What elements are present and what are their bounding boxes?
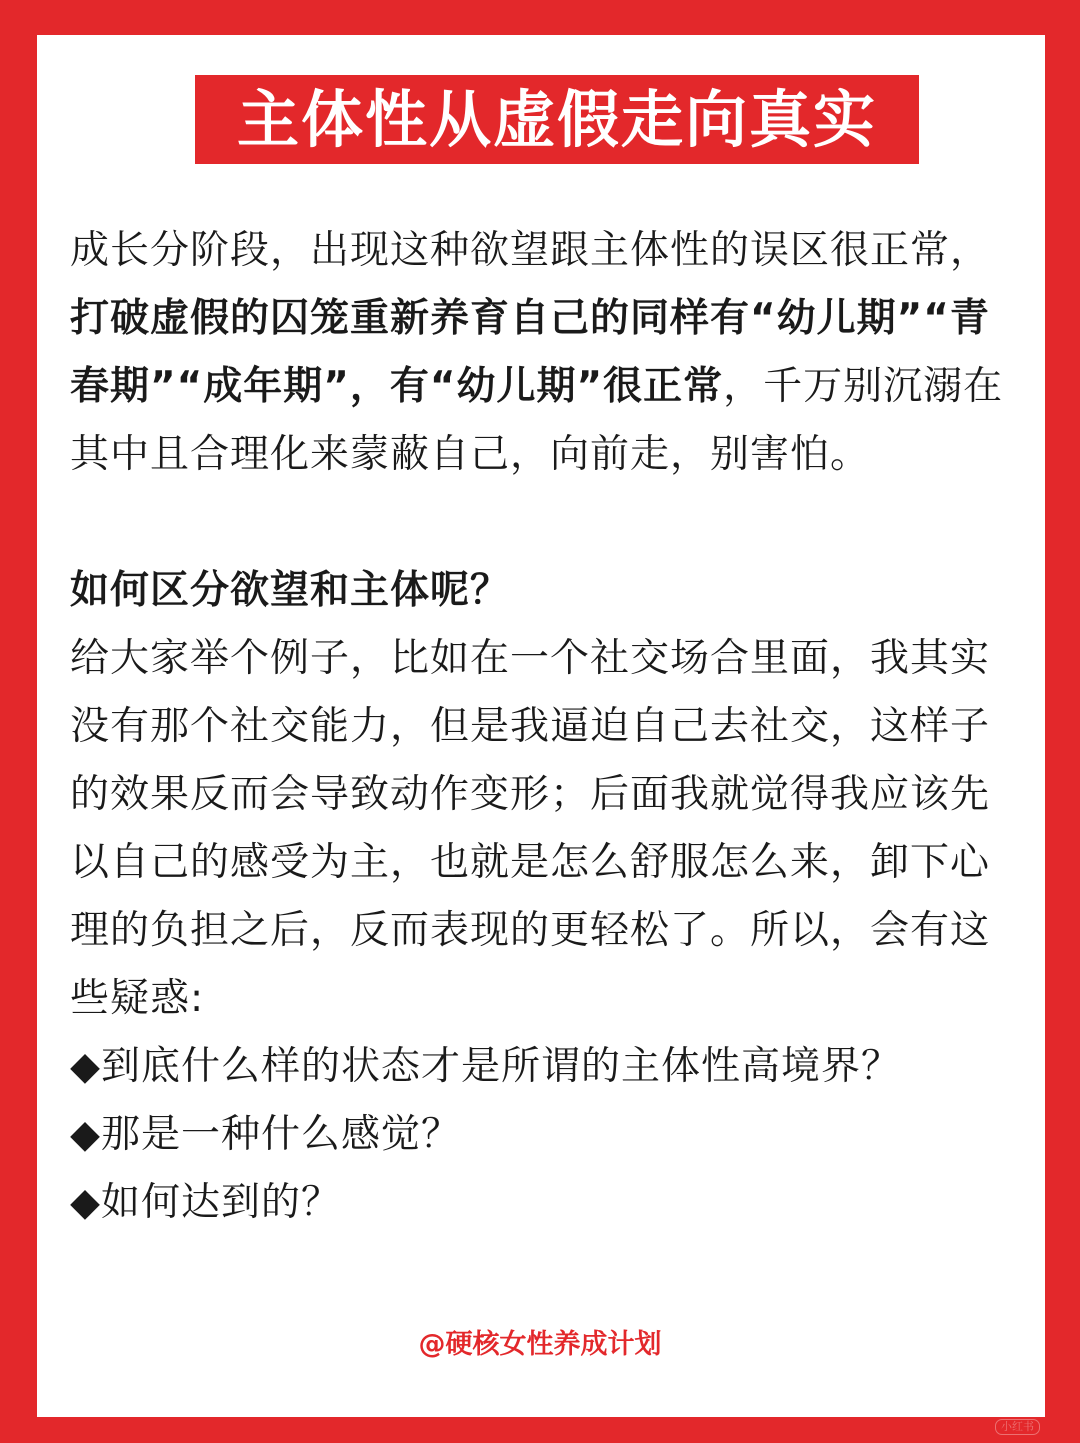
watermark: 小红书 (995, 1419, 1040, 1435)
paragraph-spacer (70, 489, 1012, 557)
section-heading: 如何区分欲望和主体呢？ (70, 568, 511, 613)
page-title: 主体性从虚假走向真实 (236, 82, 877, 156)
question-item: ◆如何达到的？ (70, 1180, 341, 1225)
question-item: ◆到底什么样的状态才是所谓的主体性高境界？ (70, 1044, 901, 1089)
intro-paragraph (70, 217, 1012, 489)
author-handle: @硬核女性养成计划 (418, 1329, 662, 1360)
title-banner (195, 75, 919, 164)
article-body (70, 217, 1012, 1237)
question-item: ◆那是一种什么感觉？ (70, 1112, 461, 1157)
content-card (37, 35, 1045, 1417)
intro-emphasis: 打破虚假的囚笼重新养育自己的同样有“幼儿期”“青春期”“成年期”，有“幼儿期”很正常 (70, 296, 990, 409)
intro-text-end: ，千万别沉溺在其中且合理化来蒙蔽自己，向前走，别害怕。 (70, 364, 1004, 477)
example-paragraph: 给大家举个例子，比如在一个社交场合里面，我其实没有那个社交能力，但是我逼迫自己去社交，这样子的效果反而会导致动作变形；后面我就觉得我应该先以自己的感受为主，也就是怎么舒服怎么来，卸下心理的负担之后，反而表现的更轻松了。所以，会有这些疑惑: (70, 636, 991, 1021)
intro-text-start: 成长分阶段，出现这种欲望跟主体性的误区很正常， (70, 228, 991, 273)
